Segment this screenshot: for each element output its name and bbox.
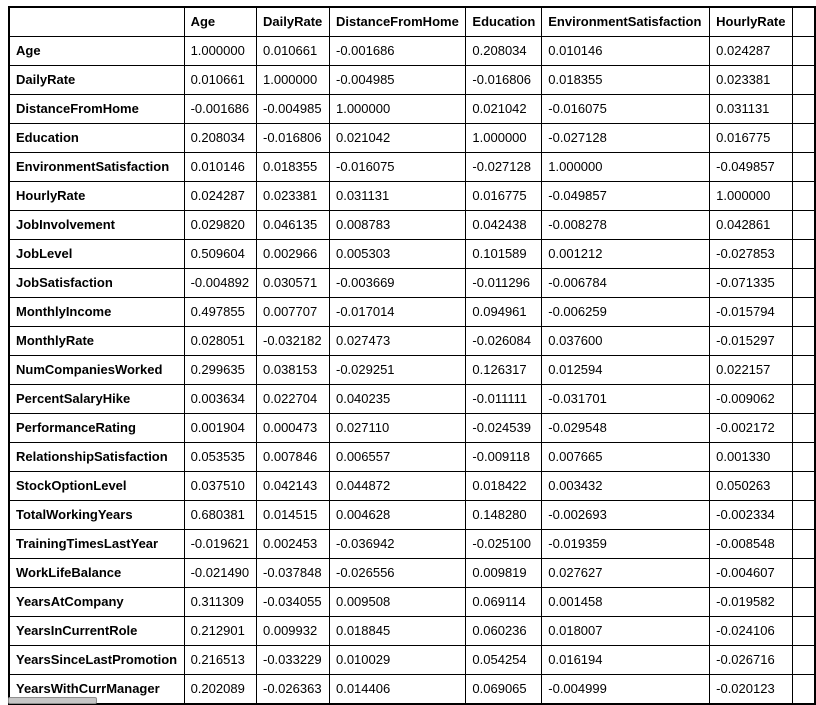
table-cell: -0.016806 bbox=[257, 124, 330, 153]
clipped-cell bbox=[792, 414, 815, 443]
table-cell: 0.094961 bbox=[466, 298, 542, 327]
table-cell: -0.004607 bbox=[710, 559, 793, 588]
table-cell: 0.008783 bbox=[329, 211, 465, 240]
row-label-education: Education bbox=[9, 124, 184, 153]
clipped-cell bbox=[792, 298, 815, 327]
table-cell: 0.012594 bbox=[542, 356, 710, 385]
table-cell: 0.021042 bbox=[329, 124, 465, 153]
clipped-cell bbox=[792, 559, 815, 588]
clipped-cell bbox=[792, 182, 815, 211]
table-cell: -0.002693 bbox=[542, 501, 710, 530]
column-header-age: Age bbox=[184, 7, 256, 37]
clipped-cell bbox=[792, 530, 815, 559]
table-cell: -0.032182 bbox=[257, 327, 330, 356]
column-header-environmentsatisfaction: EnvironmentSatisfaction bbox=[542, 7, 710, 37]
row-label-yearsatcompany: YearsAtCompany bbox=[9, 588, 184, 617]
table-row bbox=[9, 66, 815, 95]
table-cell: 1.000000 bbox=[710, 182, 793, 211]
table-cell: 0.001330 bbox=[710, 443, 793, 472]
table-cell: 0.001212 bbox=[542, 240, 710, 269]
table-cell: 0.101589 bbox=[466, 240, 542, 269]
table-row bbox=[9, 530, 815, 559]
clipped-cell bbox=[792, 356, 815, 385]
clipped-cell bbox=[792, 443, 815, 472]
column-header-education: Education bbox=[466, 7, 542, 37]
horizontal-scrollbar-thumb[interactable] bbox=[8, 697, 97, 704]
row-label-yearswithcurrmanager: YearsWithCurrManager bbox=[9, 675, 184, 705]
table-cell: 0.069114 bbox=[466, 588, 542, 617]
table-cell: 0.010661 bbox=[184, 66, 256, 95]
table-cell: 0.003432 bbox=[542, 472, 710, 501]
row-label-environmentsatisfaction: EnvironmentSatisfaction bbox=[9, 153, 184, 182]
table-cell: 0.002966 bbox=[257, 240, 330, 269]
table-cell: -0.034055 bbox=[257, 588, 330, 617]
table-row bbox=[9, 327, 815, 356]
table-cell: 0.023381 bbox=[710, 66, 793, 95]
table-cell: 0.007846 bbox=[257, 443, 330, 472]
table-cell: 0.208034 bbox=[466, 37, 542, 66]
clipped-cell bbox=[792, 472, 815, 501]
table-cell: -0.009118 bbox=[466, 443, 542, 472]
table-cell: 0.040235 bbox=[329, 385, 465, 414]
table-cell: -0.001686 bbox=[329, 37, 465, 66]
table-cell: 0.311309 bbox=[184, 588, 256, 617]
table-cell: -0.027128 bbox=[542, 124, 710, 153]
table-row bbox=[9, 617, 815, 646]
table-cell: 0.042143 bbox=[257, 472, 330, 501]
table-cell: 1.000000 bbox=[329, 95, 465, 124]
clipped-cell bbox=[792, 153, 815, 182]
table-cell: 0.042438 bbox=[466, 211, 542, 240]
clipped-cell bbox=[792, 646, 815, 675]
table-cell: 0.030571 bbox=[257, 269, 330, 298]
row-label-numcompaniesworked: NumCompaniesWorked bbox=[9, 356, 184, 385]
table-cell: -0.026363 bbox=[257, 675, 330, 705]
table-cell: -0.004999 bbox=[542, 675, 710, 705]
horizontal-scrollbar[interactable] bbox=[8, 696, 808, 705]
table-cell: -0.016075 bbox=[329, 153, 465, 182]
table-cell: -0.004892 bbox=[184, 269, 256, 298]
table-cell: 0.018355 bbox=[542, 66, 710, 95]
table-cell: 0.050263 bbox=[710, 472, 793, 501]
table-cell: -0.036942 bbox=[329, 530, 465, 559]
table-cell: 0.016775 bbox=[710, 124, 793, 153]
table-cell: 0.007665 bbox=[542, 443, 710, 472]
table-cell: 0.031131 bbox=[329, 182, 465, 211]
table-row bbox=[9, 37, 815, 66]
table-cell: 0.014406 bbox=[329, 675, 465, 705]
table-row bbox=[9, 385, 815, 414]
table-cell: 0.509604 bbox=[184, 240, 256, 269]
table-cell: 0.003634 bbox=[184, 385, 256, 414]
row-label-relationshipsatisfaction: RelationshipSatisfaction bbox=[9, 443, 184, 472]
table-cell: -0.049857 bbox=[542, 182, 710, 211]
table-header bbox=[9, 7, 815, 37]
table-cell: 1.000000 bbox=[542, 153, 710, 182]
clipped-column-header bbox=[792, 7, 815, 37]
table-cell: 0.002453 bbox=[257, 530, 330, 559]
table-cell: 0.010029 bbox=[329, 646, 465, 675]
correlation-table bbox=[8, 6, 816, 705]
table-cell: -0.027128 bbox=[466, 153, 542, 182]
table-cell: 0.028051 bbox=[184, 327, 256, 356]
table-cell: 1.000000 bbox=[184, 37, 256, 66]
table-cell: 0.022704 bbox=[257, 385, 330, 414]
table-row bbox=[9, 182, 815, 211]
table-cell: -0.024106 bbox=[710, 617, 793, 646]
table-cell: -0.019621 bbox=[184, 530, 256, 559]
table-row bbox=[9, 443, 815, 472]
table-row bbox=[9, 211, 815, 240]
table-row bbox=[9, 588, 815, 617]
table-cell: 0.027110 bbox=[329, 414, 465, 443]
table-cell: -0.016806 bbox=[466, 66, 542, 95]
dataframe-viewport bbox=[8, 6, 816, 705]
table-cell: -0.008278 bbox=[542, 211, 710, 240]
clipped-cell bbox=[792, 66, 815, 95]
table-cell: -0.031701 bbox=[542, 385, 710, 414]
row-label-hourlyrate: HourlyRate bbox=[9, 182, 184, 211]
table-cell: -0.029251 bbox=[329, 356, 465, 385]
table-cell: 0.208034 bbox=[184, 124, 256, 153]
table-cell: 0.023381 bbox=[257, 182, 330, 211]
table-cell: 0.009932 bbox=[257, 617, 330, 646]
table-cell: 0.216513 bbox=[184, 646, 256, 675]
table-row bbox=[9, 646, 815, 675]
table-cell: 0.010661 bbox=[257, 37, 330, 66]
row-label-worklifebalance: WorkLifeBalance bbox=[9, 559, 184, 588]
row-label-jobinvolvement: JobInvolvement bbox=[9, 211, 184, 240]
table-cell: 0.024287 bbox=[710, 37, 793, 66]
table-cell: 0.060236 bbox=[466, 617, 542, 646]
table-cell: -0.015297 bbox=[710, 327, 793, 356]
clipped-cell bbox=[792, 327, 815, 356]
table-row bbox=[9, 472, 815, 501]
table-row bbox=[9, 501, 815, 530]
table-cell: -0.021490 bbox=[184, 559, 256, 588]
table-cell: 0.001904 bbox=[184, 414, 256, 443]
table-cell: 0.016194 bbox=[542, 646, 710, 675]
row-label-distancefromhome: DistanceFromHome bbox=[9, 95, 184, 124]
table-cell: -0.019582 bbox=[710, 588, 793, 617]
clipped-cell bbox=[792, 588, 815, 617]
table-cell: 0.000473 bbox=[257, 414, 330, 443]
table-cell: 0.021042 bbox=[466, 95, 542, 124]
table-row bbox=[9, 153, 815, 182]
table-cell: 0.005303 bbox=[329, 240, 465, 269]
row-label-monthlyincome: MonthlyIncome bbox=[9, 298, 184, 327]
table-cell: 0.018355 bbox=[257, 153, 330, 182]
table-cell: -0.015794 bbox=[710, 298, 793, 327]
table-cell: -0.004985 bbox=[329, 66, 465, 95]
table-cell: -0.049857 bbox=[710, 153, 793, 182]
table-cell: -0.026556 bbox=[329, 559, 465, 588]
row-label-jobsatisfaction: JobSatisfaction bbox=[9, 269, 184, 298]
table-cell: -0.037848 bbox=[257, 559, 330, 588]
table-cell: 0.299635 bbox=[184, 356, 256, 385]
table-cell: 0.027473 bbox=[329, 327, 465, 356]
table-cell: 0.053535 bbox=[184, 443, 256, 472]
row-label-age: Age bbox=[9, 37, 184, 66]
table-cell: 0.010146 bbox=[184, 153, 256, 182]
table-cell: -0.011111 bbox=[466, 385, 542, 414]
table-cell: -0.017014 bbox=[329, 298, 465, 327]
table-cell: -0.011296 bbox=[466, 269, 542, 298]
row-label-stockoptionlevel: StockOptionLevel bbox=[9, 472, 184, 501]
table-cell: -0.027853 bbox=[710, 240, 793, 269]
table-cell: 0.006557 bbox=[329, 443, 465, 472]
table-cell: 0.029820 bbox=[184, 211, 256, 240]
table-cell: 0.212901 bbox=[184, 617, 256, 646]
table-cell: 0.069065 bbox=[466, 675, 542, 705]
table-cell: 0.027627 bbox=[542, 559, 710, 588]
table-cell: -0.029548 bbox=[542, 414, 710, 443]
row-label-yearssincelastpromotion: YearsSinceLastPromotion bbox=[9, 646, 184, 675]
table-cell: 0.046135 bbox=[257, 211, 330, 240]
table-row bbox=[9, 124, 815, 153]
table-body bbox=[9, 37, 815, 705]
table-cell: -0.008548 bbox=[710, 530, 793, 559]
table-cell: -0.002334 bbox=[710, 501, 793, 530]
table-cell: 1.000000 bbox=[257, 66, 330, 95]
row-label-monthlyrate: MonthlyRate bbox=[9, 327, 184, 356]
table-cell: 0.038153 bbox=[257, 356, 330, 385]
table-row bbox=[9, 298, 815, 327]
table-cell: -0.024539 bbox=[466, 414, 542, 443]
header-row bbox=[9, 7, 815, 37]
table-cell: -0.019359 bbox=[542, 530, 710, 559]
table-cell: 0.014515 bbox=[257, 501, 330, 530]
table-cell: -0.016075 bbox=[542, 95, 710, 124]
column-header-distancefromhome: DistanceFromHome bbox=[329, 7, 465, 37]
table-cell: 0.009508 bbox=[329, 588, 465, 617]
table-cell: 0.018422 bbox=[466, 472, 542, 501]
table-cell: 0.126317 bbox=[466, 356, 542, 385]
column-header-hourlyrate: HourlyRate bbox=[710, 7, 793, 37]
clipped-cell bbox=[792, 240, 815, 269]
clipped-cell bbox=[792, 385, 815, 414]
table-row bbox=[9, 414, 815, 443]
table-row bbox=[9, 269, 815, 298]
table-cell: 0.004628 bbox=[329, 501, 465, 530]
table-cell: 0.680381 bbox=[184, 501, 256, 530]
table-cell: 0.031131 bbox=[710, 95, 793, 124]
table-cell: 0.148280 bbox=[466, 501, 542, 530]
table-cell: -0.004985 bbox=[257, 95, 330, 124]
table-cell: -0.071335 bbox=[710, 269, 793, 298]
table-cell: 0.202089 bbox=[184, 675, 256, 705]
table-cell: -0.002172 bbox=[710, 414, 793, 443]
table-row bbox=[9, 240, 815, 269]
table-cell: -0.020123 bbox=[710, 675, 793, 705]
table-cell: -0.025100 bbox=[466, 530, 542, 559]
table-cell: 0.044872 bbox=[329, 472, 465, 501]
clipped-cell bbox=[792, 37, 815, 66]
table-cell: -0.006784 bbox=[542, 269, 710, 298]
table-row bbox=[9, 95, 815, 124]
table-cell: 0.010146 bbox=[542, 37, 710, 66]
clipped-cell bbox=[792, 501, 815, 530]
row-label-percentsalaryhike: PercentSalaryHike bbox=[9, 385, 184, 414]
table-cell: 1.000000 bbox=[466, 124, 542, 153]
table-cell: 0.037510 bbox=[184, 472, 256, 501]
column-header-dailyrate: DailyRate bbox=[257, 7, 330, 37]
row-label-dailyrate: DailyRate bbox=[9, 66, 184, 95]
table-cell: 0.054254 bbox=[466, 646, 542, 675]
clipped-cell bbox=[792, 95, 815, 124]
table-cell: 0.018845 bbox=[329, 617, 465, 646]
clipped-cell bbox=[792, 269, 815, 298]
table-cell: 0.037600 bbox=[542, 327, 710, 356]
table-cell: 0.018007 bbox=[542, 617, 710, 646]
table-cell: -0.026716 bbox=[710, 646, 793, 675]
table-cell: 0.009819 bbox=[466, 559, 542, 588]
row-label-totalworkingyears: TotalWorkingYears bbox=[9, 501, 184, 530]
row-label-trainingtimeslastyear: TrainingTimesLastYear bbox=[9, 530, 184, 559]
clipped-cell bbox=[792, 617, 815, 646]
table-cell: 0.042861 bbox=[710, 211, 793, 240]
table-cell: 0.022157 bbox=[710, 356, 793, 385]
table-cell: -0.006259 bbox=[542, 298, 710, 327]
table-cell: 0.024287 bbox=[184, 182, 256, 211]
clipped-cell bbox=[792, 124, 815, 153]
table-cell: 0.007707 bbox=[257, 298, 330, 327]
table-cell: -0.009062 bbox=[710, 385, 793, 414]
table-cell: -0.033229 bbox=[257, 646, 330, 675]
table-cell: 0.016775 bbox=[466, 182, 542, 211]
table-row bbox=[9, 559, 815, 588]
corner-cell bbox=[9, 7, 184, 37]
table-cell: 0.001458 bbox=[542, 588, 710, 617]
table-row bbox=[9, 356, 815, 385]
clipped-cell bbox=[792, 211, 815, 240]
row-label-performancerating: PerformanceRating bbox=[9, 414, 184, 443]
table-cell: -0.001686 bbox=[184, 95, 256, 124]
row-label-yearsincurrentrole: YearsInCurrentRole bbox=[9, 617, 184, 646]
table-cell: -0.026084 bbox=[466, 327, 542, 356]
table-cell: 0.497855 bbox=[184, 298, 256, 327]
table-cell: -0.003669 bbox=[329, 269, 465, 298]
row-label-joblevel: JobLevel bbox=[9, 240, 184, 269]
